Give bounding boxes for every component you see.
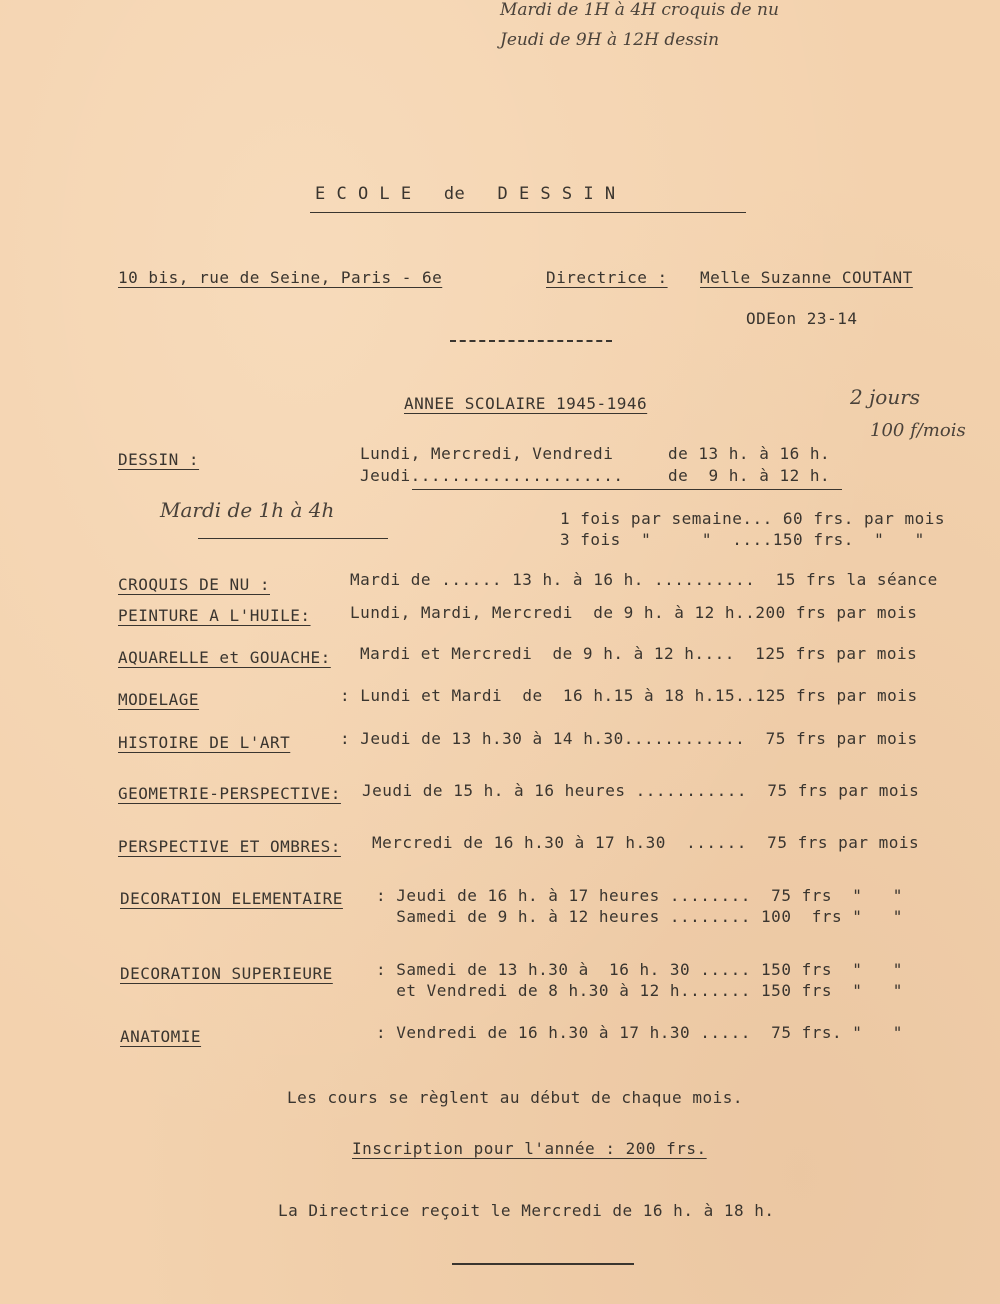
dessin-price-2: 3 fois " " ....150 frs. " " (560, 530, 925, 549)
course-detail-modelage: : Lundi et Mardi de 16 h.15 à 18 h.15..125 frs par mois (340, 686, 918, 705)
course-label-aquarelle: AQUARELLE et GOUACHE: (118, 648, 331, 667)
course-label-anatomie: ANATOMIE (120, 1027, 202, 1046)
course-label-deco-elementaire: DECORATION ELEMENTAIRE (120, 889, 343, 908)
header-separator (450, 340, 612, 342)
dessin-days-2: Jeudi..................... (360, 466, 624, 485)
course-detail-geometrie: Jeudi de 15 h. à 16 heures ........... 75 frs par mois (362, 781, 920, 800)
course-label-modelage: MODELAGE (118, 690, 200, 709)
anatomie-detail: : Vendredi de 16 h.30 à 17 h.30 ..... 75 frs. " " (376, 1023, 903, 1042)
reception-hours: La Directrice reçoit le Mercredi de 16 h. à 18 h. (278, 1201, 775, 1220)
course-label-peinture: PEINTURE A L'HUILE: (118, 606, 311, 625)
course-label-deco-superieure: DECORATION SUPERIEURE (120, 964, 333, 983)
course-detail-histoire: : Jeudi de 13 h.30 à 14 h.30............ 75 frs par mois (340, 729, 918, 748)
course-label-croquis: CROQUIS DE NU : (118, 575, 270, 594)
deco-superieure-line-1: : Samedi de 13 h.30 à 16 h. 30 ..... 150 frs " " (376, 960, 903, 979)
handwritten-note-right-2: 100 f/mois (870, 420, 966, 441)
page-title: E C O L E de D E S S I N (315, 184, 616, 204)
course-label-dessin: DESSIN : (118, 450, 200, 469)
course-detail-perspective: Mercredi de 16 h.30 à 17 h.30 ...... 75 frs par mois (372, 833, 920, 852)
deco-elementaire-line-2: Samedi de 9 h. à 12 heures ........ 100 frs " " (376, 907, 903, 926)
handwritten-note-top-2: Jeudi de 9H à 12H dessin (500, 30, 720, 50)
phone-number: ODEon 23-14 (746, 309, 858, 328)
handwritten-underline (198, 538, 388, 539)
dessin-time-1: de 13 h. à 16 h. (668, 444, 831, 463)
footer-separator (452, 1263, 634, 1265)
deco-superieure-line-2: et Vendredi de 8 h.30 à 12 h....... 150 frs " " (376, 981, 903, 1000)
course-label-geometrie: GEOMETRIE-PERSPECTIVE: (118, 784, 341, 803)
director-label: Directrice : (546, 268, 668, 287)
handwritten-note-top-1: Mardi de 1H à 4H croquis de nu (500, 0, 779, 20)
inscription-fee: Inscription pour l'année : 200 frs. (352, 1139, 707, 1158)
course-label-perspective: PERSPECTIVE ET OMBRES: (118, 837, 341, 856)
course-detail-aquarelle: Mardi et Mercredi de 9 h. à 12 h.... 125 frs par mois (360, 644, 918, 663)
dessin-time-2: de 9 h. à 12 h. (668, 466, 831, 485)
course-detail-croquis: Mardi de ...... 13 h. à 16 h. .......... 15 frs la séance (350, 570, 938, 589)
title-underline (310, 212, 746, 213)
deco-elementaire-line-1: : Jeudi de 16 h. à 17 heures ........ 75 frs " " (376, 886, 903, 905)
handwritten-note-left: Mardi de 1h à 4h (160, 498, 335, 522)
course-detail-peinture: Lundi, Mardi, Mercredi de 9 h. à 12 h..200 frs par mois (350, 603, 918, 622)
school-year: ANNEE SCOLAIRE 1945-1946 (404, 394, 648, 413)
dessin-days-1: Lundi, Mercredi, Vendredi (360, 444, 614, 463)
dessin-price-1: 1 fois par semaine... 60 frs. par mois (560, 509, 946, 528)
course-label-histoire: HISTOIRE DE L'ART (118, 733, 291, 752)
director-name: Melle Suzanne COUTANT (700, 268, 913, 287)
dessin-underline (412, 489, 842, 490)
school-address: 10 bis, rue de Seine, Paris - 6e (118, 268, 443, 287)
handwritten-note-right-1: 2 jours (850, 385, 921, 409)
payment-note: Les cours se règlent au début de chaque mois. (287, 1088, 743, 1107)
